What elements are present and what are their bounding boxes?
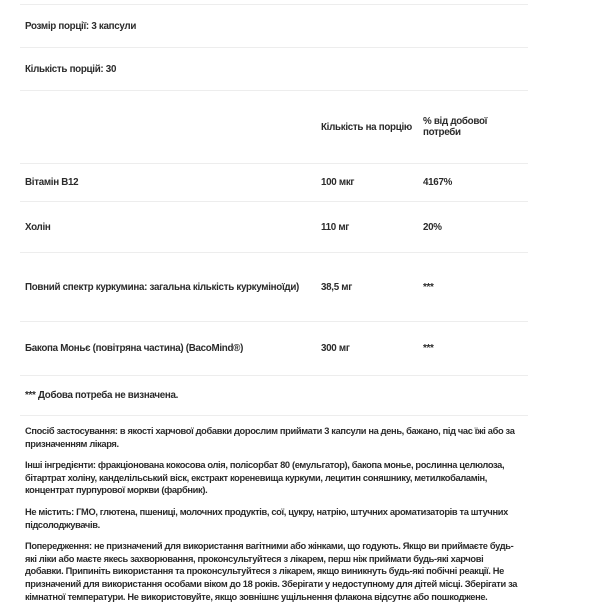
usage-text: в якості харчової добавки дорослим приймати 3 капсули на день, бажано, під час їжі або за призначенням лікаря. (25, 426, 515, 449)
other-ingredients-label: Інші інгредієнти: (25, 460, 96, 471)
table-row (20, 202, 528, 253)
other-ingredients-text: фракціонована кокосова олія, полісорбат 80 (емульгатор), бакопа монье, рослинна целюлоза, бітартрат холіну, канделільський віск, екстракт кореневища куркуми, лецитин соняшнику, метилкобаламін, концентрат пурпурової моркви (фарбник). (25, 460, 505, 496)
table-row (20, 322, 528, 376)
ingredient-name: Бакопа Моньє (повітряна частина) (BacoMind®) (25, 343, 244, 354)
warnings-label: Попередження: (25, 541, 92, 552)
ingredient-amount: 300 мг (321, 343, 350, 354)
usage-label: Спосіб застосування: (25, 426, 118, 436)
free-of-label: Не містить: (25, 506, 74, 517)
supplement-facts-panel (20, 4, 528, 612)
ingredient-daily-value: 4167% (423, 177, 453, 188)
ingredient-amount: 100 мкг (321, 177, 355, 188)
paragraph-warnings (25, 540, 523, 603)
ingredient-name: Холін (25, 221, 51, 233)
info-paragraphs (20, 416, 528, 603)
servings-count-row (20, 48, 528, 91)
ingredient-daily-value: 20% (423, 221, 442, 233)
ingredient-name: Вітамін B12 (25, 177, 79, 188)
ingredient-daily-value: *** (423, 343, 434, 354)
warnings-text: не призначений для використання вагітними або жінками, що годують. Якщо ви приймаєте будь-які ліки або маєте якесь захворювання, проконсультуйтеся з лікарем, перш ніж приймати будь-які харчові добавки. Припиніть використання та проконсультуйтеся з лікарем, якщо виникнуть будь-які побічні реакції. Не призначений для використання особами віком до 18 років. Зберігати у недоступному для дітей місці. Зберігати за кімнатної температури. Не використовуйте, якщо зовнішнє ущільнення флакона відсутнє або пошкоджене. (25, 541, 518, 602)
serving-size-text: Розмір порції: 3 капсули (25, 20, 137, 32)
ingredient-amount: 38,5 мг (321, 281, 353, 293)
amount-column-header: Кількість на порцію (321, 121, 412, 133)
table-row (20, 253, 528, 322)
table-row (20, 164, 528, 202)
paragraph-other-ingredients (25, 459, 523, 497)
paragraph-free-of (25, 506, 523, 531)
footnote-text: *** Добова потреба не визначена. (25, 390, 179, 401)
ingredient-amount: 110 мг (321, 221, 350, 233)
free-of-text: ГМО, глютена, пшениці, молочних продуктів, сої, цукру, натрію, штучних ароматизаторів та штучних підсолоджувачів. (25, 506, 508, 530)
table-header-row (20, 91, 528, 164)
daily-value-column-header: % від добової потреби (423, 116, 488, 138)
serving-size-row (20, 5, 528, 48)
servings-count-text: Кількість порцій: 30 (25, 63, 117, 75)
paragraph-usage (25, 425, 523, 450)
ingredient-daily-value: *** (423, 281, 434, 293)
daily-value-footnote (20, 376, 528, 416)
ingredient-name: Повний спектр куркумина: загальна кількість куркуміноїди) (25, 281, 300, 293)
